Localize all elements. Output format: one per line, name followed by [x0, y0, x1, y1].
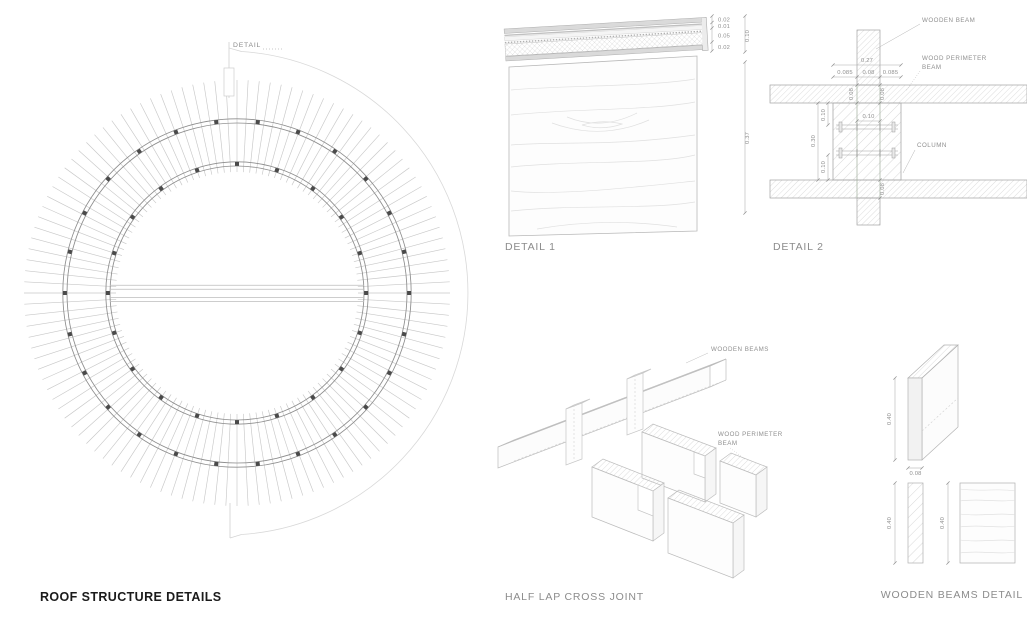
dim-total-width: 0.27: [860, 58, 874, 64]
half-lap-wooden-beams-label: WOODEN BEAMS: [711, 346, 769, 353]
dim-section-height: 0.40: [887, 516, 893, 530]
dim-elevation-height: 0.40: [940, 516, 946, 530]
half-lap-generated: [498, 359, 767, 578]
detail2-wooden-beam-label: WOODEN BEAM: [922, 17, 976, 24]
detail2-perimeter-label-2: BEAM: [922, 64, 942, 71]
detail1-wood-beam: [509, 56, 697, 236]
column-leader: [903, 150, 915, 173]
wooden-beams-title: WOODEN BEAMS DETAIL: [880, 589, 1023, 601]
wooden-beam-lower: [857, 198, 880, 225]
dim-beam-width: 0.10: [862, 114, 875, 120]
detail1-dim-002a: 0.02: [718, 17, 731, 24]
detail1-drawing: [497, 5, 767, 237]
wood-perimeter-beam-top: [770, 85, 1027, 103]
detail1-dim-005: 0.05: [718, 33, 731, 40]
detail1-dim-001: 0.01: [718, 24, 731, 30]
wooden-beams-drawing: [855, 333, 1027, 585]
dim-col-height: 0.30: [811, 134, 817, 148]
roof-plan-generated: [24, 42, 468, 538]
detail1-roof-assembly: [504, 17, 708, 62]
detail2-drawing: [770, 5, 1027, 237]
half-lap-drawing: [488, 335, 798, 585]
dim-right: 0.085: [882, 70, 899, 76]
wooden-beams-leader: [686, 353, 708, 363]
sheet-title: ROOF STRUCTURE DETAILS: [40, 590, 222, 604]
dim-beam-height: 0.40: [887, 412, 893, 426]
dim-band-left: 0.08: [849, 87, 855, 101]
dim-col-bottom: 0.10: [821, 160, 827, 174]
half-lap-perimeter-label-1: WOOD PERIMETER: [718, 431, 783, 438]
dim-band-right: 0.08: [880, 87, 886, 101]
beam-section: [908, 483, 923, 563]
beam-elevation: [960, 483, 1015, 563]
detail2-title: DETAIL 2: [773, 241, 824, 253]
dim-beam-width: 0.08: [909, 471, 922, 477]
detail1-title: DETAIL 1: [505, 241, 556, 253]
detail1-dim-stack: 0.10: [745, 29, 751, 43]
dim-left: 0.085: [837, 70, 853, 76]
detail1-dim-beam-depth: 0.37: [745, 131, 751, 145]
half-lap-perimeter-label-2: BEAM: [718, 440, 738, 447]
roof-plan-drawing: [0, 0, 500, 570]
dim-col-top: 0.10: [821, 108, 827, 122]
dim-band-bottom: 0.08: [880, 182, 886, 196]
half-lap-title: HALF LAP CROSS JOINT: [505, 591, 644, 603]
detail1-dim-002b: 0.02: [718, 45, 731, 51]
dim-mid: 0.08: [862, 70, 875, 76]
detail2-column-label: COLUMN: [917, 142, 947, 149]
wooden-beam-leader: [876, 24, 920, 49]
detail2-perimeter-label-1: WOOD PERIMETER: [922, 55, 987, 62]
axon-beam: [908, 345, 958, 460]
wood-perimeter-beam-bottom: [770, 180, 1027, 198]
plan-callout-label: DETAIL: [233, 42, 262, 49]
